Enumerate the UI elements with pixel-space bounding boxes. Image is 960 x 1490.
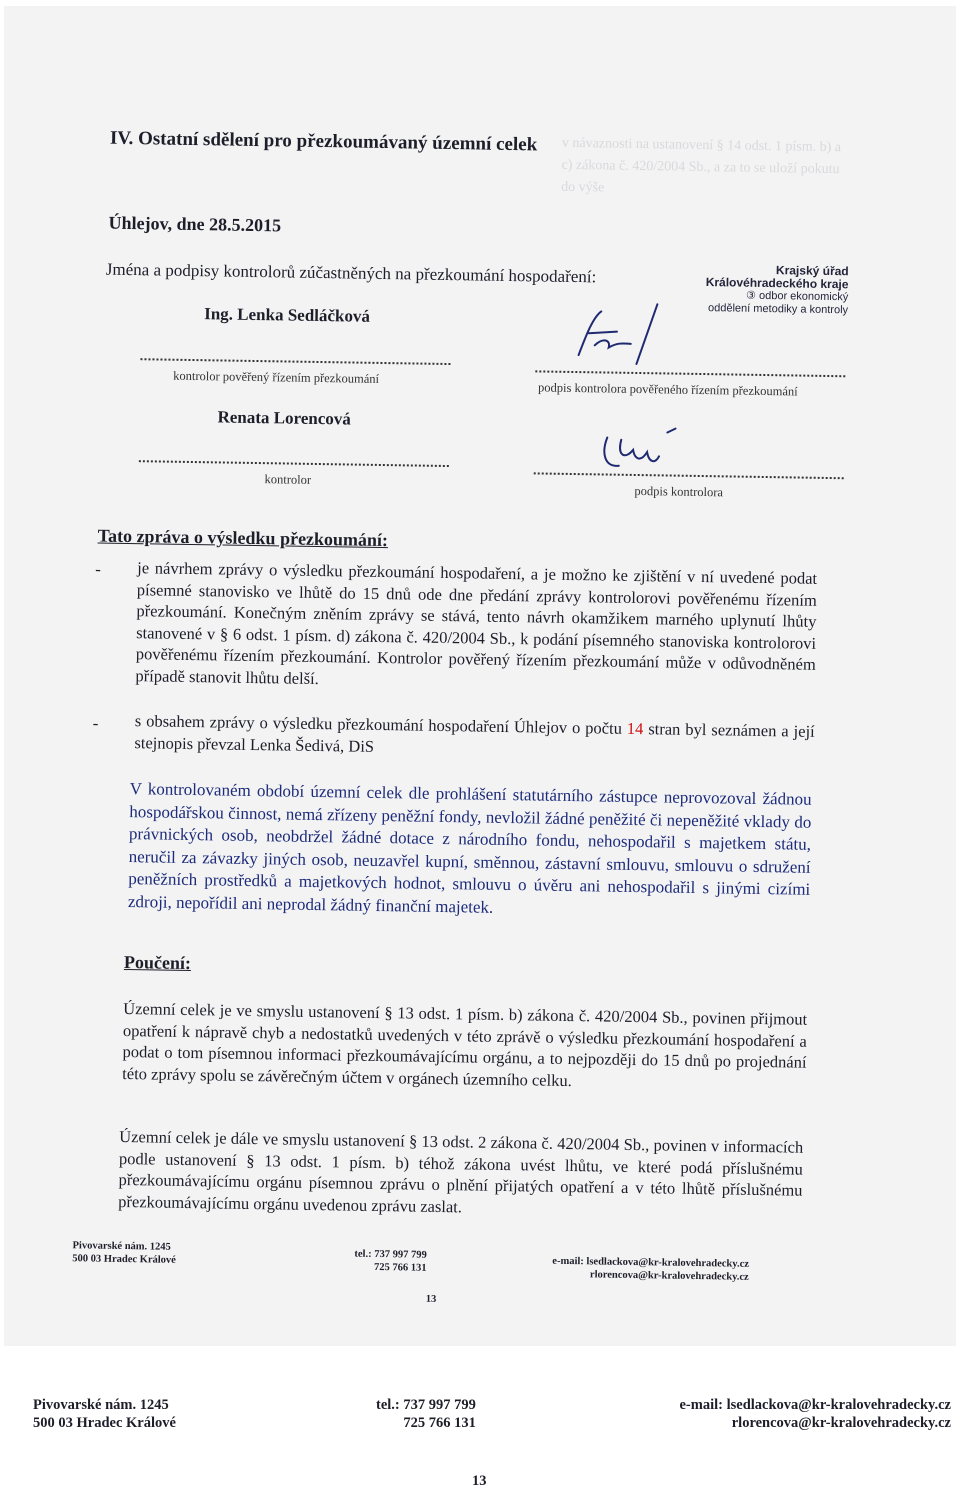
bullet-dash-1: - bbox=[95, 559, 101, 579]
signature-2-line bbox=[534, 472, 844, 479]
footer-address-line-2: 500 03 Hradec Králové bbox=[33, 1415, 176, 1431]
footer-email-line-2: rlorencova@kr-kralovehradecky.cz bbox=[731, 1415, 951, 1431]
scan-footer-email-line-2: rlorencova@kr-kralovehradecky.cz bbox=[589, 1269, 749, 1283]
scan-page-number: 13 bbox=[425, 1293, 437, 1305]
names-intro: Jména a podpisy kontrolorů zúčastněných na přezkoumání hospodaření: bbox=[105, 259, 597, 287]
footer-address bbox=[33, 1396, 176, 1432]
signature-2-caption: podpis kontrolora bbox=[634, 483, 724, 500]
scan-footer-address-line-2: 500 03 Hradec Králové bbox=[72, 1253, 176, 1266]
stamp-line-1: Krajský úřad bbox=[775, 263, 849, 279]
scan-footer-tel bbox=[354, 1248, 427, 1275]
scanned-page-content bbox=[4, 6, 956, 1346]
instruction-heading: Poučení: bbox=[123, 952, 192, 974]
bullet-2-text-end: stran byl seznámen a její stejnopis převzal Lenka Šedivá, DiS bbox=[134, 719, 815, 756]
page-number: 13 bbox=[472, 1473, 487, 1489]
scan-footer-tel-line-1: tel.: 737 997 799 bbox=[354, 1248, 427, 1261]
signatory-1-role-line bbox=[140, 358, 450, 365]
signature-1-line bbox=[535, 370, 845, 377]
section-title: IV. Ostatní sdělení pro přezkoumávaný územní celek bbox=[109, 127, 538, 156]
bleed-through-text: v návaznosti na ustanovení § 14 odst. 1 písm. b) a c) zákona č. 420/2004 Sb., a za to se uloží pokutu do výše bbox=[561, 135, 842, 196]
stamp-line-2: Královéhradeckého kraje bbox=[705, 275, 849, 292]
signature-1-caption: podpis kontrolora pověřeného řízením přezkoumání bbox=[537, 380, 798, 399]
scan-footer-address bbox=[72, 1239, 176, 1267]
bullet-2-text-start: s obsahem zprávy o výsledku přezkoumání hospodaření Úhlejov o počtu bbox=[134, 711, 628, 738]
place-date: Úhlejov, dne 28.5.2015 bbox=[108, 212, 282, 236]
bullet-dash-2: - bbox=[92, 713, 99, 733]
signatory-1-role: kontrolor pověřený řízením přezkoumání bbox=[173, 368, 380, 386]
scan-footer-address-line-1: Pivovarské nám. 1245 bbox=[72, 1240, 171, 1253]
footer-tel-line-2: 725 766 131 bbox=[403, 1415, 476, 1431]
office-stamp bbox=[705, 263, 849, 317]
report-heading: Tato zpráva o výsledku přezkoumání: bbox=[97, 525, 389, 551]
instruction-paragraph-1: Územní celek je ve smyslu ustanovení § 13 odst. 1 písm. b) zákona č. 420/2004 Sb., povinen přijmout opatření k nápravě chyb a nedostatků uvedených v této zprávě o výsledku přezkoumání hospodaření a podat o tom písemnou informaci přezkoumávajícímu orgánu, a to nejpozději do 15 dnů po projednání této zprávy spolu se závěrečným účtem v orgánech územního celku. bbox=[122, 998, 808, 1090]
footer-email-line-1: e-mail: lsedlackova@kr-kralovehradecky.cz bbox=[679, 1397, 951, 1413]
signature-1-icon bbox=[558, 293, 669, 375]
footer-tel-line-1: tel.: 737 997 799 bbox=[376, 1397, 476, 1413]
footer-address-line-1: Pivovarské nám. 1245 bbox=[33, 1397, 169, 1413]
stamp-line-4: oddělení metodiky a kontroly bbox=[707, 302, 849, 317]
stamp-line-3: ③ odbor ekonomický bbox=[746, 289, 849, 304]
scan-footer-email-line-1: e-mail: lsedlackova@kr-kralovehradecky.cz bbox=[552, 1255, 750, 1270]
signatory-1-name: Ing. Lenka Sedláčková bbox=[204, 304, 371, 326]
instruction-paragraph-2: Územní celek je dále ve smyslu ustanovení § 13 odst. 2 zákona č. 420/2004 Sb., povinen v informacích podle ustanovení § 13 odst. 1 písm. b) téhož zákona uvést lhůtu, ve které podá příslušnému přezkoumávajícímu orgánu písemnou zprávu o plnění přijatých opatření a v této lhůtě příslušnému přezkoumávajícímu orgánu uvedenou zprávu zaslat. bbox=[118, 1126, 804, 1216]
signatory-2-name: Renata Lorencová bbox=[217, 407, 352, 429]
scan-footer-email bbox=[552, 1255, 749, 1284]
signatory-2-role: kontrolor bbox=[264, 472, 312, 487]
signatory-2-role-line bbox=[139, 460, 449, 467]
scan-footer-tel-line-2: 725 766 131 bbox=[373, 1261, 427, 1274]
scanned-page bbox=[4, 6, 956, 1346]
footer-email bbox=[680, 1396, 952, 1432]
report-bullet-2 bbox=[134, 710, 815, 764]
page-count: 14 bbox=[626, 718, 644, 739]
statement-paragraph: V kontrolovaném období územní celek dle prohlášení statutárního zástupce neprovozoval žádnou hospodářskou činnost, nemá zřízeny peněžní fondy, nevložil žádné peněžité či nepeněžité vklady do právnických osob, neobdržel žádné dotace z národního fondu, nehospodařil s majetkem státu, neručil za závazky jiných osob, neuzavřel kupní, směnnou, zástavní smlouvu, smlouvu o sdružení peněžních prostředků a majetkových hodnot, smlouvu o úvěru ani nehospodařil s jinými cizími zdroji, nepořídil ani neprodal žádný finanční majetek. bbox=[127, 779, 812, 917]
report-bullet-1: je návrhem zprávy o výsledku přezkoumání hospodaření, a je možno ke zjištění v ní uvedené podat písemné stanovisko ve lhůtě do 15 dnů ode dne předání zprávy kontrolorovi pověřenému řízením přezkoumání. Konečným zněním zprávy se stává, tento návrh okamžikem marného uplynutí lhůty stanovené v § 6 odst. 1 písm. d) zákona č. 420/2004 Sb., k podání písemného stanoviska kontrolorovi pověřenému řízením přezkoumání. Kontrolor pověřený řízením přezkoumání může v odůvodněném případě stanovit lhůtu delší. bbox=[135, 558, 818, 688]
footer-tel bbox=[376, 1396, 476, 1432]
